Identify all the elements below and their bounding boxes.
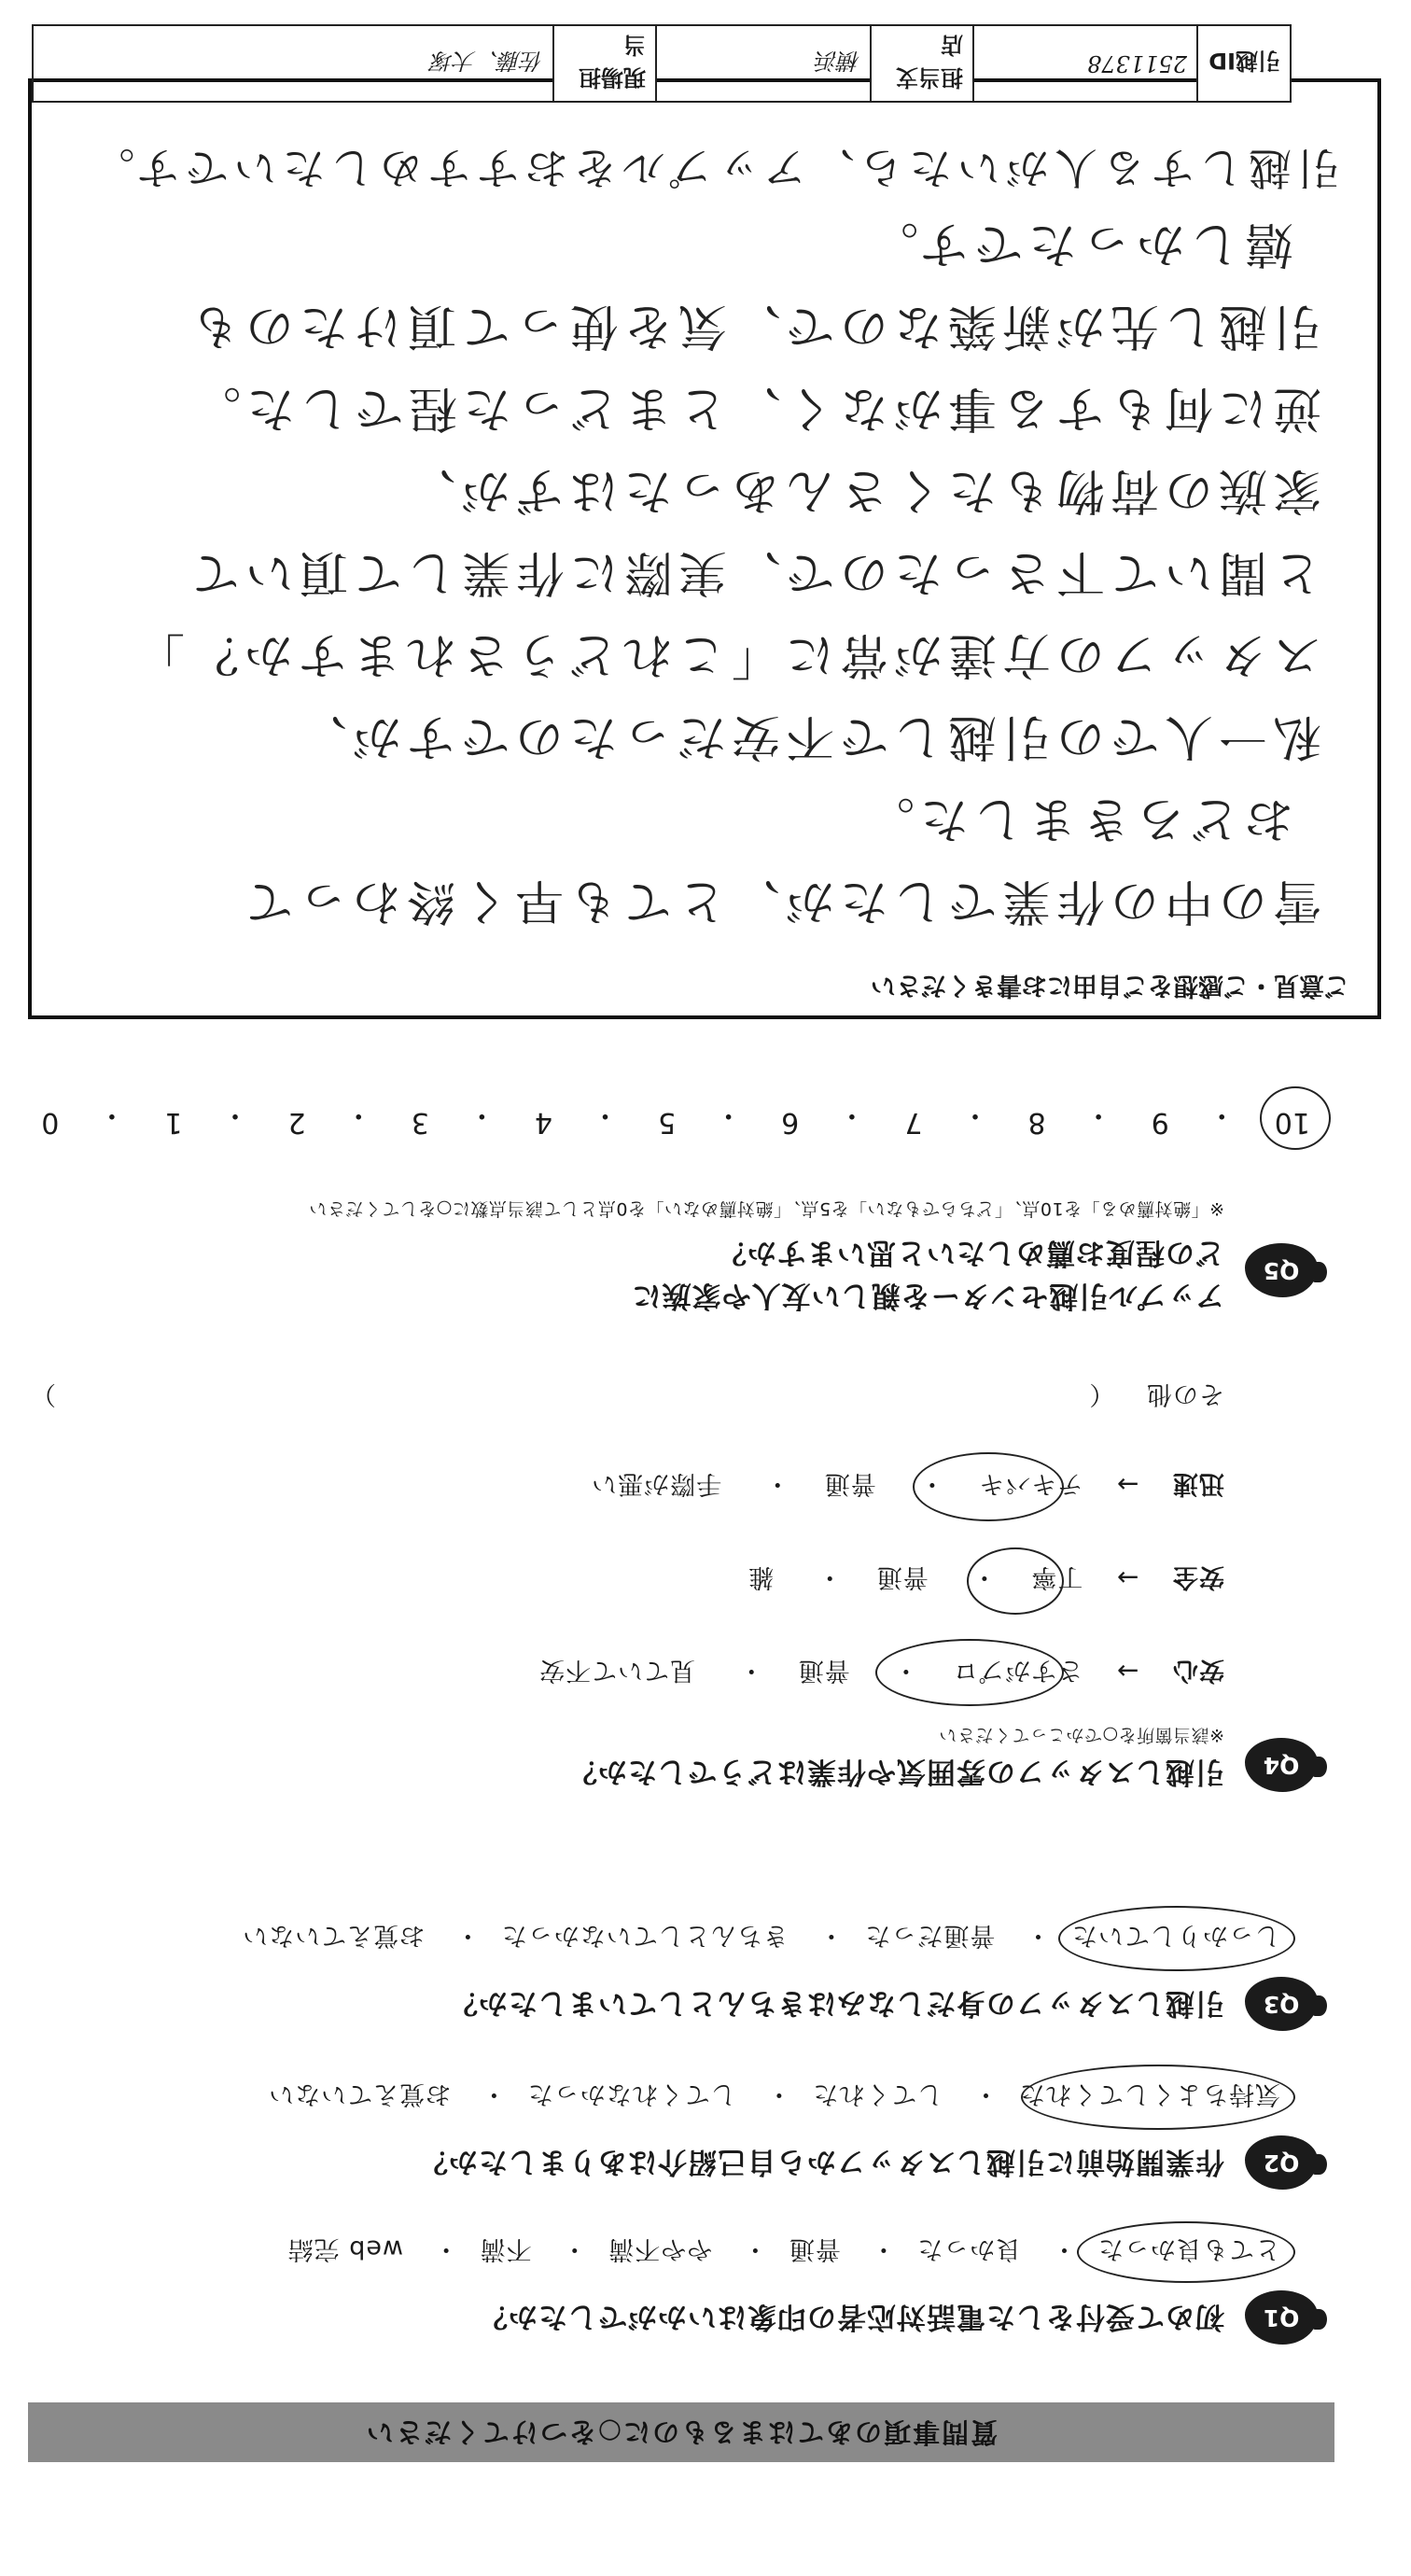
q2-selection-circle xyxy=(1021,2065,1295,2130)
q4-row-label: 安全 xyxy=(1172,1562,1224,1591)
comment-line: おどろきました。 xyxy=(859,791,1293,847)
q5-score-option[interactable]: 9 xyxy=(1151,1106,1169,1139)
q4-other-paren-close: ） xyxy=(30,1379,56,1408)
q1-selection-circle xyxy=(1077,2221,1295,2283)
comment-line: 嬉しかったです。 xyxy=(864,216,1293,272)
q1-question: 初めて受付をした電話対応者の印象はいかがでしたか？ xyxy=(478,2300,1224,2333)
q4-anshin-option-3[interactable]: 見ていて不安 xyxy=(538,1656,696,1685)
q5-note: ※「絶対薦める」を10点、「どちらでもない」を5点、「絶対薦めない」を0点として該当点数に○をしてください xyxy=(308,1198,1224,1219)
q2-option-3[interactable]: してくれなかった xyxy=(526,2079,736,2108)
scale-separator: ・ xyxy=(714,1099,743,1131)
q4-jinsoku-selection-circle xyxy=(913,1452,1064,1521)
q5-score-scale xyxy=(41,1098,1310,1139)
q4-anshin-option-1[interactable]: さすがプロ xyxy=(952,1656,1083,1685)
q3-selection-circle xyxy=(1058,1906,1295,1971)
q1-option-3[interactable]: 普通 xyxy=(788,2234,841,2263)
comment-line: 雪の中の作業でしたが、とても早く終わって xyxy=(239,873,1321,929)
scale-separator: ・ xyxy=(591,1099,620,1131)
arrow-right-icon: → xyxy=(1115,1562,1139,1593)
q4-question: 引越しスタッフの雰囲気や作業はどうでしたか？ xyxy=(567,1755,1224,1788)
scale-separator: ・ xyxy=(468,1099,496,1131)
q2-option-2[interactable]: してくれた xyxy=(812,2079,943,2108)
q5-score-option[interactable]: 4 xyxy=(534,1106,552,1139)
q5-score-option[interactable]: 10 xyxy=(1274,1106,1310,1139)
q5-score-option[interactable]: 8 xyxy=(1027,1106,1046,1139)
q3-options: しっかりしていた・ 普通だった・ きちんとしていなかった・ お覚えていない xyxy=(242,1921,1280,1950)
q1-option-1[interactable]: とても良かった xyxy=(1097,2234,1280,2263)
q1-option-4[interactable]: やや不満 xyxy=(608,2234,713,2263)
q3-question: 引越しスタッフの身だしなみはきちんとしていましたか？ xyxy=(448,1986,1224,2020)
q4-row-anshin: 安心 → さすがプロ・ 普通・ 見ていて不安 xyxy=(538,1656,1224,1687)
q5-score-option[interactable]: 6 xyxy=(781,1106,800,1139)
q3-option-2[interactable]: 普通だった xyxy=(864,1921,996,1950)
q5-score-option[interactable]: 7 xyxy=(904,1106,923,1139)
comment-line: 引越しする人がいたら、アップルをおすすめしたいです。 xyxy=(86,143,1340,193)
q3-option-4[interactable]: お覚えていない xyxy=(242,1921,426,1950)
q4-jinsoku-option-2[interactable]: 普通 xyxy=(823,1469,876,1498)
q4-anzen-option-3[interactable]: 雑 xyxy=(747,1562,775,1591)
q5-question-line2: どの程度お薦めしたいと思いますか？ xyxy=(717,1236,1224,1269)
staff-value[interactable]: 佐藤、大塚 xyxy=(431,48,543,75)
q3-option-1[interactable]: しっかりしていた xyxy=(1071,1921,1280,1950)
q4-anzen-option-2[interactable]: 普通 xyxy=(875,1562,929,1591)
q3-icon: Q3 xyxy=(1245,1977,1318,2031)
q4-jinsoku-option-3[interactable]: 手際が悪い xyxy=(591,1469,722,1498)
comment-line: 私一人での引越しで不安だったのですが、 xyxy=(292,708,1321,764)
id-label: 引越ID xyxy=(1196,26,1290,101)
q4-anshin-option-2[interactable]: 普通 xyxy=(797,1656,850,1685)
q4-anzen-selection-circle xyxy=(967,1547,1064,1615)
q5-score-option[interactable]: 5 xyxy=(658,1106,677,1139)
q2-options: 気持ちよくしてくれた・ してくれた・ してくれなかった・ お覚えていない xyxy=(268,2079,1280,2108)
q1-icon: Q1 xyxy=(1245,2290,1318,2345)
q5-score-option[interactable]: 2 xyxy=(287,1106,306,1139)
q5-score-option[interactable]: 3 xyxy=(411,1106,429,1139)
branch-label: 担当支店 xyxy=(870,26,972,101)
q4-other xyxy=(30,1379,1224,1415)
q1-option-2[interactable]: 良かった xyxy=(916,2234,1022,2263)
q1-option-5[interactable]: 不満 xyxy=(479,2234,532,2263)
comment-line: 家族の荷物もたくさんあったはずが、 xyxy=(401,462,1321,518)
q5-selection-circle xyxy=(1260,1086,1331,1150)
q4-row-label: 迅速 xyxy=(1172,1469,1224,1498)
comment-header: ご意見・ご感想をご自由にお書きください xyxy=(871,971,1349,1000)
q5-icon: Q5 xyxy=(1245,1243,1318,1297)
comment-box[interactable] xyxy=(28,78,1381,1019)
comment-line: と聞いて下さったので、実際に作業して頂いて xyxy=(186,544,1321,600)
q4-anshin-selection-circle xyxy=(875,1639,1064,1706)
q4-jinsoku-option-1[interactable]: テキパキ xyxy=(978,1469,1083,1498)
id-value[interactable]: 2511378 xyxy=(972,26,1196,101)
staff-label: 現場担当 xyxy=(552,26,655,101)
q4-other-paren-open: （ xyxy=(1088,1379,1115,1408)
scale-separator: ・ xyxy=(960,1099,989,1131)
q4-other-label: その他 xyxy=(1146,1379,1224,1408)
q2-question: 作業開始前に引越しスタッフから自己紹介はありましたか？ xyxy=(418,2145,1224,2178)
scale-separator: ・ xyxy=(837,1099,866,1131)
scale-separator: ・ xyxy=(1084,1099,1113,1131)
q1-options: とても良かった・ 良かった・ 普通・ やや不満・ 不満・ web 完結 xyxy=(286,2234,1280,2263)
q5-score-option[interactable]: 1 xyxy=(164,1106,183,1139)
q1-option-6[interactable]: web 完結 xyxy=(286,2234,404,2263)
branch-value[interactable]: 横浜 xyxy=(655,26,870,101)
q2-icon: Q2 xyxy=(1245,2135,1318,2190)
q2-option-1[interactable]: 気持ちよくしてくれた xyxy=(1019,2079,1280,2108)
instructions-banner xyxy=(28,2402,1334,2462)
q4-anzen-option-1[interactable]: 丁寧 xyxy=(1030,1562,1083,1591)
q5-question-line1: アップル引越センターを親しい友人や家族に xyxy=(631,1279,1224,1312)
scale-separator: ・ xyxy=(97,1099,126,1131)
q4-row-label: 安心 xyxy=(1172,1656,1224,1685)
arrow-right-icon: → xyxy=(1115,1656,1139,1687)
q4-icon: Q4 xyxy=(1245,1738,1318,1792)
q2-option-4[interactable]: お覚えていない xyxy=(268,2079,452,2108)
scale-separator: ・ xyxy=(344,1099,373,1131)
q4-row-jinsoku: 迅速 → テキパキ・ 普通・ 手際が悪い xyxy=(591,1469,1224,1500)
q3-option-3[interactable]: きちんとしていなかった xyxy=(500,1921,789,1950)
id-table xyxy=(32,24,1292,103)
scale-separator: ・ xyxy=(221,1099,250,1131)
scale-separator: ・ xyxy=(1208,1099,1236,1131)
comment-line: 引越し先が新築なので、気を使って頂けたのも xyxy=(186,298,1321,354)
q4-note: ※該当箇所を○でかこってください xyxy=(938,1725,1224,1745)
q5-score-option[interactable]: 0 xyxy=(41,1106,60,1139)
comment-line: スタッフの方達が常に「これどうされますか？」 xyxy=(130,626,1321,682)
banner-text: 質問事項のあてはまるものに○をつけてください xyxy=(364,2416,999,2448)
q4-row-anzen: 安全 → 丁寧・ 普通・ 雑 xyxy=(747,1562,1224,1593)
arrow-right-icon: → xyxy=(1115,1469,1139,1500)
comment-line: 逆に何もする事がなく、とまどった程でした。 xyxy=(187,380,1321,436)
